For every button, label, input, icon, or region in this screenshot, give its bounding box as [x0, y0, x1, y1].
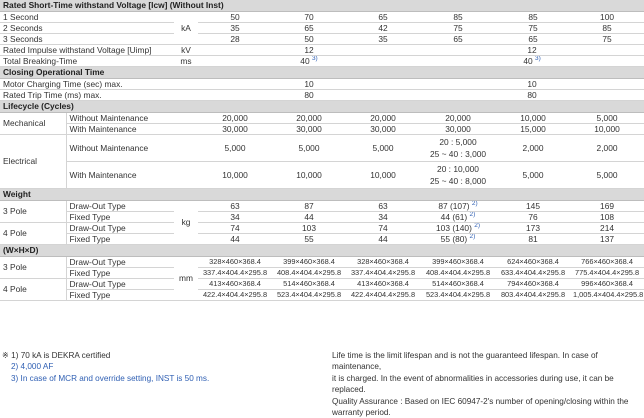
table-row: 4 Pole Draw-Out Type 74 103 74 103 (140) $^{2)}$ 173 214	[0, 223, 644, 234]
section-header-lifecycle: Lifecycle (Cycles)	[0, 101, 644, 113]
unit-cell: kg	[174, 201, 198, 245]
table-row: Rated Impulse withstand Voltage [Uimp] kV 12 12	[0, 45, 644, 56]
section-header-weight: Weight	[0, 189, 644, 201]
table-row: Fixed Type 44 55 44 55 (80) $^{2)}$ 81 137	[0, 234, 644, 245]
table-row: Motor Charging Time (sec) max. 10 10	[0, 79, 644, 90]
table-row: Fixed Type 34 44 34 44 (61) $^{2)}$ 76 108	[0, 212, 644, 223]
footnote-ref: 2)	[471, 200, 478, 208]
footnote-ref: 3)	[311, 55, 318, 63]
section-header-closing: Closing Operational Time	[0, 67, 644, 79]
table-row: 3 Pole Draw-Out Type mm 328×460×368.4 399×460×368.4 328×460×368.4 399×460×368.4 624×460×368.4 766×460×368.4	[0, 257, 644, 268]
footnote-ref: 2)	[469, 233, 476, 241]
unit-cell: mm	[174, 257, 198, 301]
table-row: 3 Seconds 28 50 35 65 65 75	[0, 34, 644, 45]
table-row: 2 Seconds 35 65 42 75 75 85	[0, 23, 644, 34]
table-row: 4 Pole Draw-Out Type 413×460×368.4 514×460×368.4 413×460×368.4 514×460×368.4 794×460×368.4 996×460×368.4	[0, 279, 644, 290]
table-row: Fixed Type 337.4×404.4×295.8 408.4×404.4×295.8 337.4×404.4×295.8 408.4×404.4×295.8 633.4×404.4×295.8 775.4×404.4×295.8	[0, 268, 644, 279]
section-header-icw: Rated Short-Time withstand Voltage [Icw] (Without Inst)	[0, 0, 644, 12]
footnote-ref: 2)	[469, 211, 476, 219]
table-row: 1 Second kA 50 70 65 85 85 100	[0, 12, 644, 23]
footnotes-left: ※ 1) 70 kA is DEKRA certified 2) 4,000 AF 3) In case of MCR and override setting, INST is 50 ms.	[2, 351, 210, 383]
footnote-ref: 3)	[534, 55, 541, 63]
table-row: Electrical Without Maintenance 5,000 5,000 5,000 20 : 5,000 25 ~ 40 : 3,000 2,000 2,000	[0, 135, 644, 162]
unit-cell: kA	[174, 12, 198, 45]
footnote-ref: 2)	[474, 222, 480, 230]
footnotes-right: Life time is the limit lifespan and is not the guaranteed lifespan. In case of maintenance, it is charged. In the event of abnormalities in accessories during use, it can be replaced. Quality Assurance : Based on IEC 60947-2's number of opening/closing within the warranty period.	[332, 351, 629, 418]
table-row: Mechanical Without Maintenance 20,000 20,000 20,000 20,000 10,000 5,000	[0, 113, 644, 124]
table-row: 3 Pole Draw-Out Type kg 63 87 63 87 (107) $^{2)}$ 145 169	[0, 201, 644, 212]
section-header-dimensions: (W×H×D)	[0, 245, 644, 257]
table-row: With Maintenance 10,000 10,000 10,000 20 : 10,000 25 ~ 40 : 8,000 5,000 5,000	[0, 162, 644, 189]
table-row: Rated Trip Time (ms) max. 80 80	[0, 90, 644, 101]
table-row: Fixed Type 422.4×404.4×295.8 523.4×404.4×295.8 422.4×404.4×295.8 523.4×404.4×295.8 803.4×404.4×295.8 1,005.4×404.4×295.8	[0, 290, 644, 301]
table-row: Total Breaking-Time ms 40 $^{3)}$ 40 $^{3)}$	[0, 56, 644, 67]
table-row: With Maintenance 30,000 30,000 30,000 30,000 15,000 10,000	[0, 124, 644, 135]
